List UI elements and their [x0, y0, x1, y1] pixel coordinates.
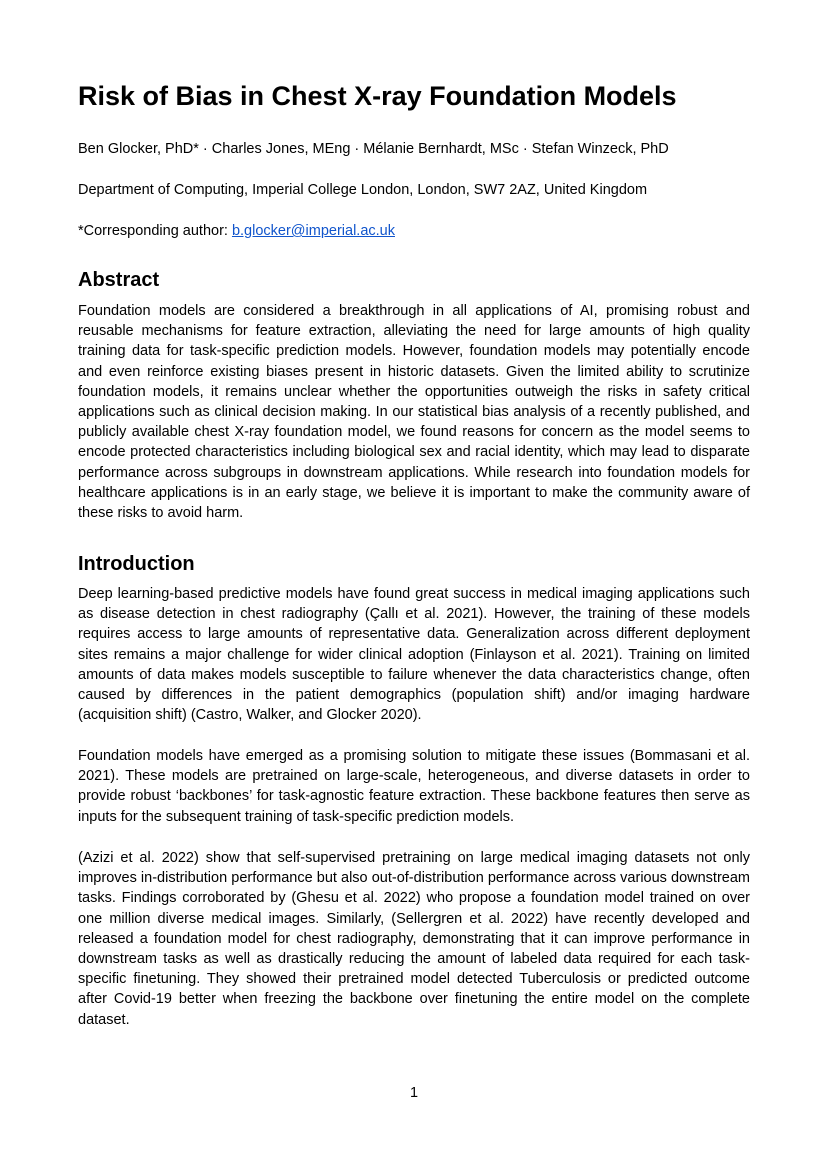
corresponding-author-label: *Corresponding author:: [78, 223, 232, 239]
author-list: Ben Glocker, PhD* · Charles Jones, MEng · Mélanie Bernhardt, MSc · Stefan Winzeck, PhD: [78, 141, 669, 157]
paper-title: Risk of Bias in Chest X-ray Foundation Models: [78, 81, 677, 111]
abstract-text: Foundation models are considered a breakthrough in all applications of AI, promising robust and reusable mechanisms for feature extraction, alleviating the need for large amounts of high quality training data for task-specific prediction models. However, foundation models may potentially encode and even reinforce existing biases present in historic datasets. Given the limited ability to scrutinize foundation models, it remains unclear whether the opportunities outweigh the risks in safety critical applications such as clinical decision making. In our statistical bias analysis of a recently published, and publicly available chest X-ray foundation model, we found reasons for concern as the model seems to encode protected characteristics including biological sex and racial identity, which may lead to disparate performance across subgroups in downstream applications. While research into foundation models for healthcare applications is in an early stage, we believe it is important to make the community aware of these risks to avoid harm.: [78, 303, 750, 522]
introduction-heading: Introduction: [78, 553, 195, 575]
page-number: 1: [409, 1085, 419, 1101]
introduction-paragraph-1: Deep learning-based predictive models have found great success in medical imaging applications such as disease detection in chest radiography (Çallı et al. 2021). However, the training of these models requires access to large amounts of representative data. Generalization across different deployment sites remains a major challenge for wider clinical adoption (Finlayson et al. 2021). Training on limited amounts of data makes models susceptible to failure whenever the data characteristics change, often caused by differences in the patient demographics (population shift) and/or imaging hardware (acquisition shift) (Castro, Walker, and Glocker 2020).: [78, 586, 750, 724]
affiliation: Department of Computing, Imperial College London, London, SW7 2AZ, United Kingdom: [78, 182, 648, 198]
abstract-heading: Abstract: [78, 269, 160, 291]
introduction-paragraph-2: Foundation models have emerged as a promising solution to mitigate these issues (Bommasani et al. 2021). These models are pretrained on large-scale, heterogeneous, and diverse datasets in order to provide robust ‘backbones’ for task-agnostic feature extraction. These backbone features then serve as inputs for the subsequent training of task-specific prediction models.: [78, 748, 750, 825]
introduction-paragraph-3: (Azizi et al. 2022) show that self-supervised pretraining on large medical imaging datasets not only improves in-distribution performance but also out-of-distribution performance across various downstream tasks. Findings corroborated by (Ghesu et al. 2022) who propose a foundation model trained on over one million diverse medical images. Similarly, (Sellergren et al. 2022) have recently developed and released a foundation model for chest radiography, demonstrating that it can improve performance in downstream tasks as well as drastically reducing the amount of labeled data required for each task-specific finetuning. They showed their pretrained model detected Tuberculosis or predicted outcome after Covid-19 better when freezing the backbone over finetuning the entire model on the complete dataset.: [78, 850, 750, 1028]
corresponding-author: [78, 221, 395, 241]
corresponding-email-link[interactable]: b.glocker@imperial.ac.uk: [231, 223, 395, 239]
